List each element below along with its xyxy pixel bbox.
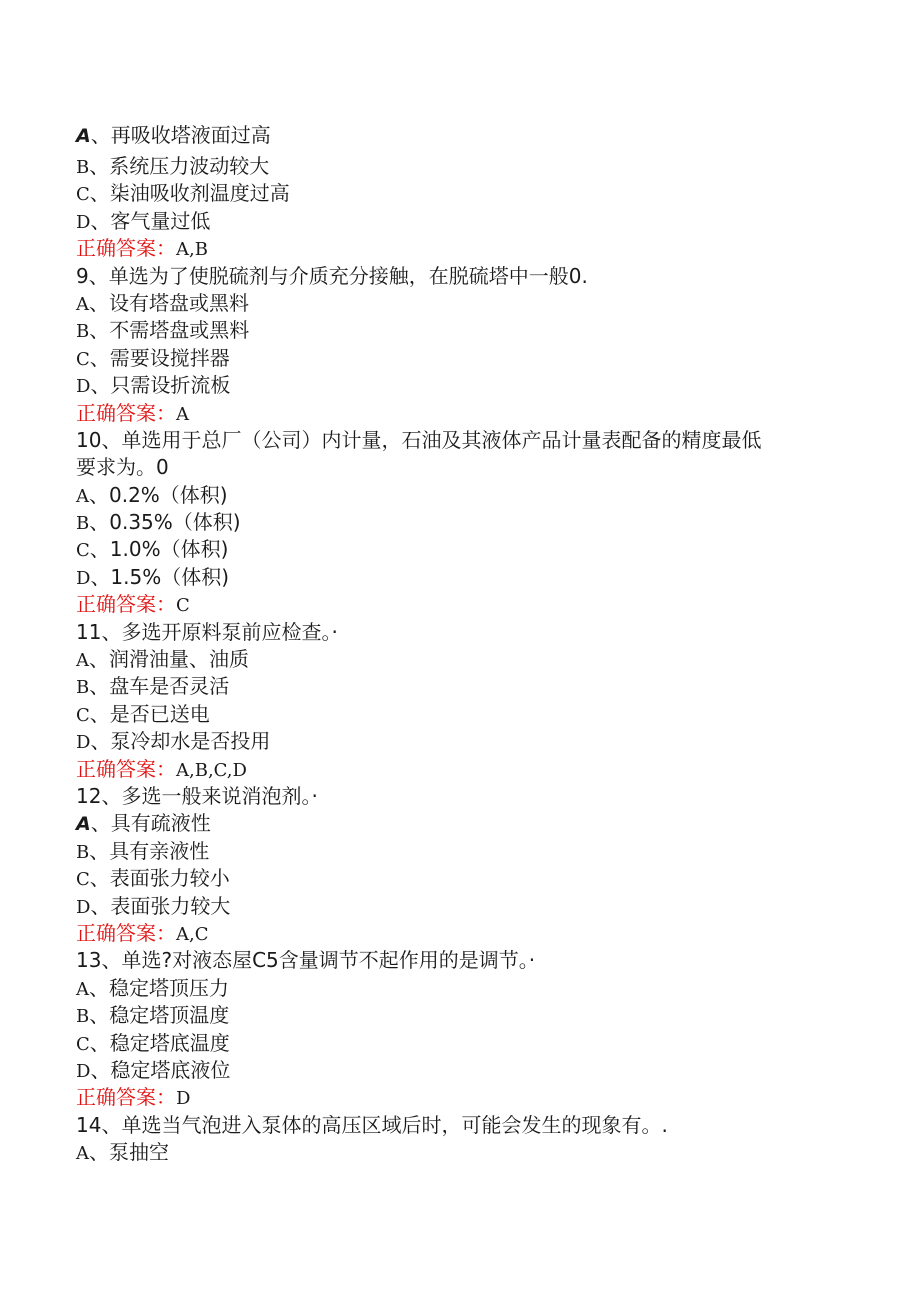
option-letter: B [76, 841, 90, 863]
option-letter: C [76, 184, 90, 206]
option-text: 、表面张力较小 [89, 866, 230, 891]
question-line: 要求为。0 [76, 455, 169, 480]
option-letter: A [76, 125, 91, 147]
answer-label: 正确答案： [76, 920, 176, 945]
option-line [76, 290, 846, 317]
document-body [76, 117, 846, 1166]
option-line [76, 509, 846, 536]
option-text: 、1.0%（体积) [89, 537, 229, 562]
option-text: 、柒油吸收剂温度过高 [89, 181, 290, 206]
question-line: 14、单选当气泡进入泵体的高压区域后时，可能会发生的现象有。. [76, 1112, 668, 1137]
option-letter: C [76, 540, 90, 562]
option-letter: A [76, 813, 91, 836]
question-line: 13、单选?对液态屋C5含量调节不起作用的是调节。· [76, 948, 536, 973]
option-line [76, 728, 846, 755]
answer-line [76, 235, 846, 262]
question-line: 9、单选为了使脱硫剂与介质充分接触，在脱硫塔中一般0. [76, 263, 588, 288]
option-line [76, 975, 846, 1002]
option-text: 、1.5%（体积) [90, 564, 230, 589]
option-text: 、具有疏液性 [90, 811, 211, 836]
option-line [76, 180, 846, 207]
option-text: 、稳定塔顶温度 [89, 1003, 230, 1028]
option-text: 、稳定塔顶压力 [89, 975, 229, 1000]
option-letter: A [76, 1143, 89, 1165]
option-line [76, 701, 846, 728]
question-line: 12、多选一般来说消泡剂。· [76, 783, 318, 808]
option-letter: B [76, 1006, 90, 1028]
option-letter: D [76, 1060, 91, 1082]
answer-value: A,C [176, 923, 209, 945]
option-line [76, 1057, 846, 1084]
answer-value: C [176, 595, 190, 617]
option-letter: B [76, 321, 90, 343]
answer-line [76, 591, 846, 618]
question-line: 10、单选用于总厂（公司）内计量，石油及其液体产品计量表配备的精度最低 [76, 427, 762, 452]
option-letter: C [76, 704, 90, 726]
option-text: 、只需设折流板 [90, 373, 231, 398]
answer-line [76, 756, 846, 783]
answer-label: 正确答案： [76, 400, 176, 425]
option-line [76, 372, 846, 399]
option-text: 、稳定塔底液位 [90, 1057, 231, 1082]
option-text: 、设有塔盘或黑料 [89, 290, 249, 315]
option-text: 、具有亲液性 [89, 838, 210, 863]
option-line [76, 1139, 846, 1166]
answer-value: A [176, 403, 189, 425]
option-line [76, 838, 846, 865]
option-letter: D [76, 376, 91, 398]
option-text: 、泵抽空 [89, 1140, 169, 1165]
option-letter: A [76, 978, 89, 1000]
option-text: 、润滑油量、油质 [89, 647, 249, 672]
answer-label: 正确答案： [76, 756, 176, 781]
option-line [76, 810, 846, 837]
option-line [76, 482, 846, 509]
option-letter: C [76, 1033, 90, 1055]
answer-label: 正确答案： [76, 236, 176, 261]
option-letter: B [76, 513, 90, 535]
option-text: 、表面张力较大 [90, 893, 231, 918]
option-letter: A [76, 485, 89, 507]
option-line [76, 317, 846, 344]
option-letter: D [76, 567, 91, 589]
option-line [76, 646, 846, 673]
option-letter: A [76, 650, 89, 672]
option-letter: B [76, 677, 90, 699]
option-line [76, 117, 846, 153]
option-line [76, 345, 846, 372]
option-line [76, 673, 846, 700]
option-line [76, 893, 846, 920]
option-text: 、0.35%（体积) [89, 510, 241, 535]
option-letter: D [76, 732, 91, 754]
answer-line [76, 400, 846, 427]
option-line [76, 865, 846, 892]
answer-label: 正确答案： [76, 1085, 176, 1110]
option-line [76, 153, 846, 180]
answer-value: A,B,C,D [176, 759, 247, 781]
answer-value: A,B [176, 239, 208, 261]
option-text: 、0.2%（体积) [89, 482, 228, 507]
option-text: 、再吸收塔液面过高 [90, 123, 271, 147]
option-line [76, 1002, 846, 1029]
answer-value: D [176, 1088, 191, 1110]
option-text: 、泵冷却水是否投用 [90, 729, 271, 754]
option-text: 、系统压力波动较大 [89, 154, 270, 178]
option-letter: A [76, 293, 89, 315]
option-letter: B [76, 157, 90, 178]
option-line [76, 1030, 846, 1057]
option-text: 、不需塔盘或黑料 [89, 318, 250, 343]
option-text: 、盘车是否灵活 [89, 674, 230, 699]
option-text: 、稳定塔底温度 [89, 1030, 230, 1055]
option-letter: D [76, 211, 91, 233]
option-text: 、客气量过低 [90, 208, 211, 233]
option-letter: D [76, 896, 91, 918]
answer-line [76, 920, 846, 947]
answer-label: 正确答案： [76, 592, 176, 617]
option-line [76, 208, 846, 235]
option-line [76, 564, 846, 591]
question-line: 11、多选开原料泵前应检查。· [76, 619, 338, 644]
option-line [76, 536, 846, 563]
answer-line [76, 1084, 846, 1111]
option-letter: C [76, 869, 90, 891]
option-text: 、需要设搅拌器 [89, 345, 230, 370]
option-letter: C [76, 348, 90, 370]
option-text: 、是否已送电 [89, 701, 210, 726]
